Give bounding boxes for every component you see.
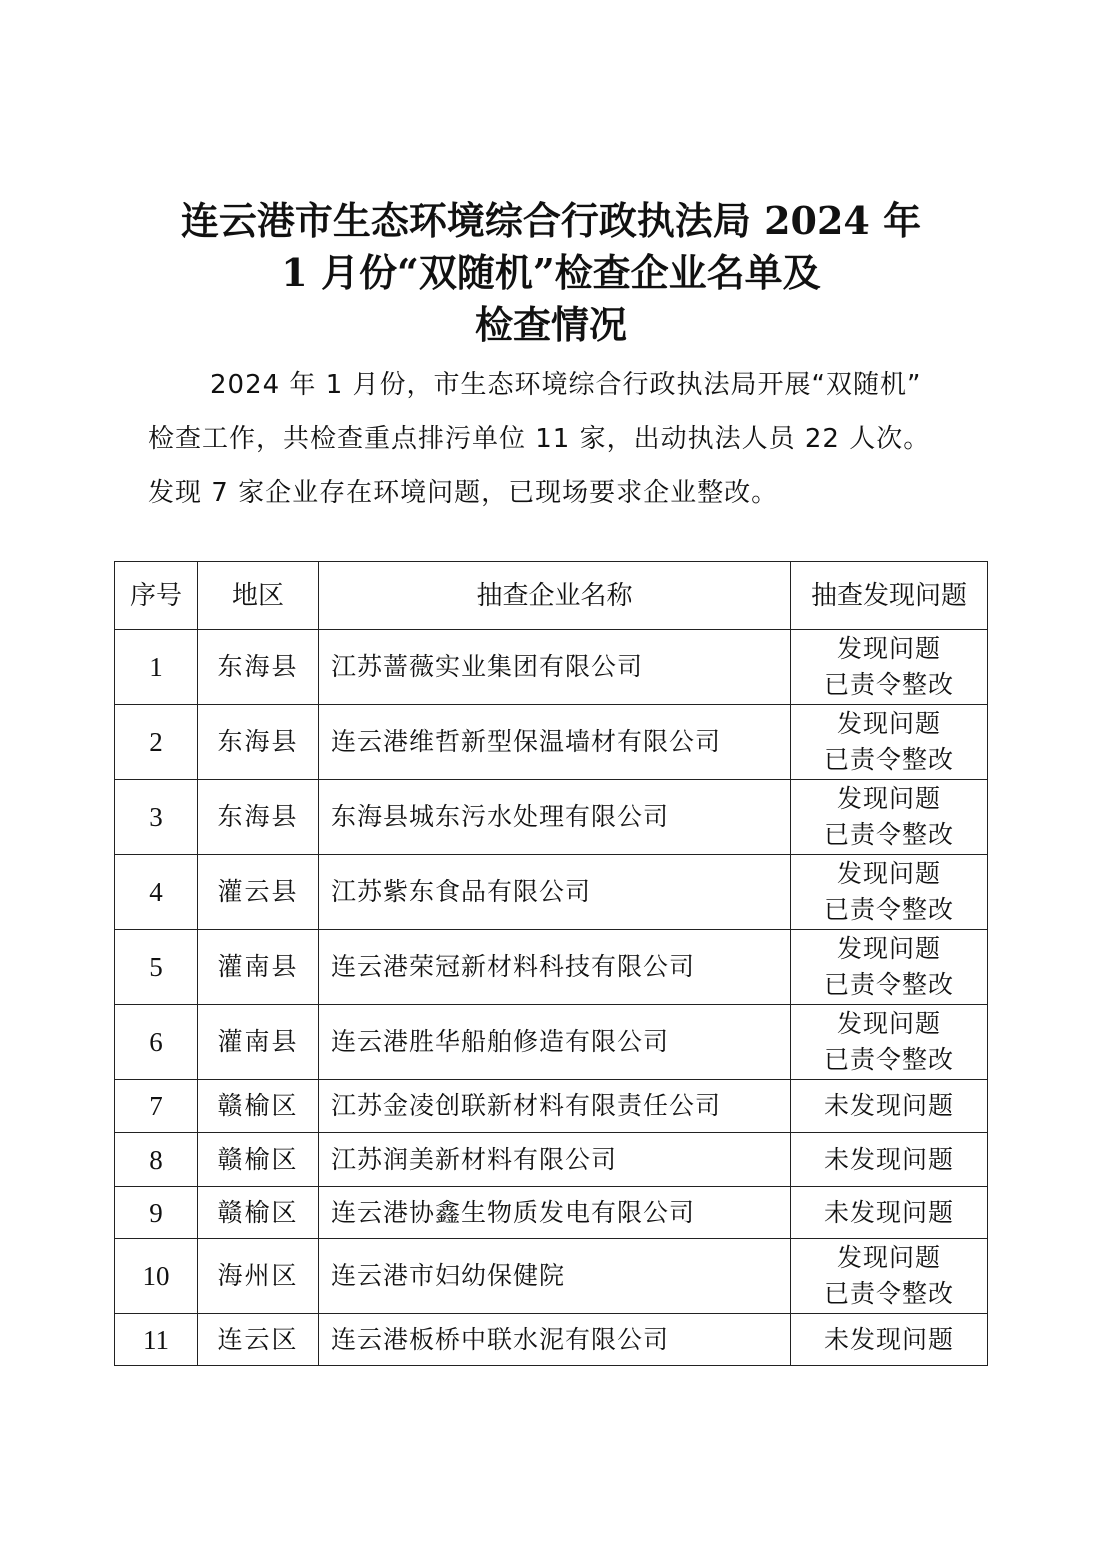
row-number: 4 [115, 855, 198, 930]
row-number: 11 [115, 1314, 198, 1366]
row-company-name: 连云港胜华船舶修造有限公司 [319, 1005, 791, 1080]
inspection-table [114, 561, 988, 1366]
result-line: 未发现问题 [823, 1324, 954, 1354]
table-row [115, 1314, 988, 1366]
row-company-name: 连云港荣冠新材料科技有限公司 [319, 930, 791, 1005]
header-result: 抽查发现问题 [791, 562, 988, 630]
row-region: 灌云县 [198, 855, 319, 930]
document-title [0, 195, 1102, 351]
table-row [115, 1133, 988, 1187]
row-company-name: 江苏金凌创联新材料有限责任公司 [319, 1080, 791, 1133]
table-row [115, 855, 988, 930]
intro-line-1: 2024 年 1 月份，市生态环境综合行政执法局开展“双随机” [210, 370, 922, 400]
result-line: 已责令整改 [823, 820, 954, 849]
result-line: 发现问题 [836, 709, 941, 738]
table-row [115, 705, 988, 780]
title-line-1: 连云港市生态环境综合行政执法局 2024 年 [180, 198, 922, 243]
header-region: 地区 [198, 562, 319, 630]
row-company-name: 江苏蔷薇实业集团有限公司 [319, 630, 791, 705]
row-result [791, 630, 988, 705]
title-line-3: 检查情况 [474, 302, 627, 347]
result-line: 发现问题 [836, 634, 941, 663]
row-company-name: 江苏紫东食品有限公司 [319, 855, 791, 930]
row-region: 连云区 [198, 1314, 319, 1366]
row-number: 1 [115, 630, 198, 705]
row-result [791, 930, 988, 1005]
intro-line-2: 检查工作，共检查重点排污单位 11 家，出动执法人员 22 人次。 [148, 424, 931, 454]
row-region: 东海县 [198, 630, 319, 705]
table-row [115, 930, 988, 1005]
result-line: 发现问题 [836, 784, 941, 813]
result-line: 未发现问题 [823, 1144, 954, 1174]
result-line: 发现问题 [836, 934, 941, 963]
row-result [791, 1239, 988, 1314]
table-row [115, 1005, 988, 1080]
table-row [115, 1187, 988, 1239]
result-line: 发现问题 [836, 859, 941, 888]
row-company-name: 连云港市妇幼保健院 [319, 1239, 791, 1314]
row-number: 7 [115, 1080, 198, 1133]
result-line: 已责令整改 [823, 1045, 954, 1074]
row-region: 灌南县 [198, 1005, 319, 1080]
intro-paragraph [148, 358, 988, 520]
row-region: 东海县 [198, 705, 319, 780]
result-line: 未发现问题 [823, 1197, 954, 1227]
result-line: 发现问题 [836, 1243, 941, 1272]
table-header-row [115, 562, 988, 630]
row-number: 6 [115, 1005, 198, 1080]
result-line: 已责令整改 [823, 670, 954, 699]
row-number: 3 [115, 780, 198, 855]
row-result [791, 705, 988, 780]
table-row [115, 1239, 988, 1314]
row-region: 海州区 [198, 1239, 319, 1314]
row-company-name: 东海县城东污水处理有限公司 [319, 780, 791, 855]
result-line: 未发现问题 [823, 1091, 954, 1120]
table-row [115, 780, 988, 855]
row-result [791, 1187, 988, 1239]
row-result [791, 780, 988, 855]
row-region: 赣榆区 [198, 1133, 319, 1187]
row-company-name: 江苏润美新材料有限公司 [319, 1133, 791, 1187]
row-result [791, 1005, 988, 1080]
table-row [115, 630, 988, 705]
row-company-name: 连云港维哲新型保温墙材有限公司 [319, 705, 791, 780]
row-number: 9 [115, 1187, 198, 1239]
header-no: 序号 [115, 562, 198, 630]
row-result [791, 855, 988, 930]
intro-line-3: 发现 7 家企业存在环境问题，已现场要求企业整改。 [148, 478, 779, 508]
table-row [115, 1080, 988, 1133]
title-line-2: 1 月份“双随机”检查企业名单及 [281, 250, 821, 295]
row-number: 5 [115, 930, 198, 1005]
row-number: 8 [115, 1133, 198, 1187]
row-number: 2 [115, 705, 198, 780]
header-company: 抽查企业名称 [319, 562, 791, 630]
row-company-name: 连云港板桥中联水泥有限公司 [319, 1314, 791, 1366]
row-result [791, 1314, 988, 1366]
result-line: 已责令整改 [823, 970, 954, 999]
result-line: 已责令整改 [823, 1279, 954, 1308]
row-region: 赣榆区 [198, 1187, 319, 1239]
row-result [791, 1080, 988, 1133]
row-result [791, 1133, 988, 1187]
row-number: 10 [115, 1239, 198, 1314]
row-company-name: 连云港协鑫生物质发电有限公司 [319, 1187, 791, 1239]
row-region: 东海县 [198, 780, 319, 855]
result-line: 已责令整改 [823, 895, 954, 924]
row-region: 赣榆区 [198, 1080, 319, 1133]
result-line: 发现问题 [836, 1009, 941, 1038]
row-region: 灌南县 [198, 930, 319, 1005]
result-line: 已责令整改 [823, 745, 954, 774]
